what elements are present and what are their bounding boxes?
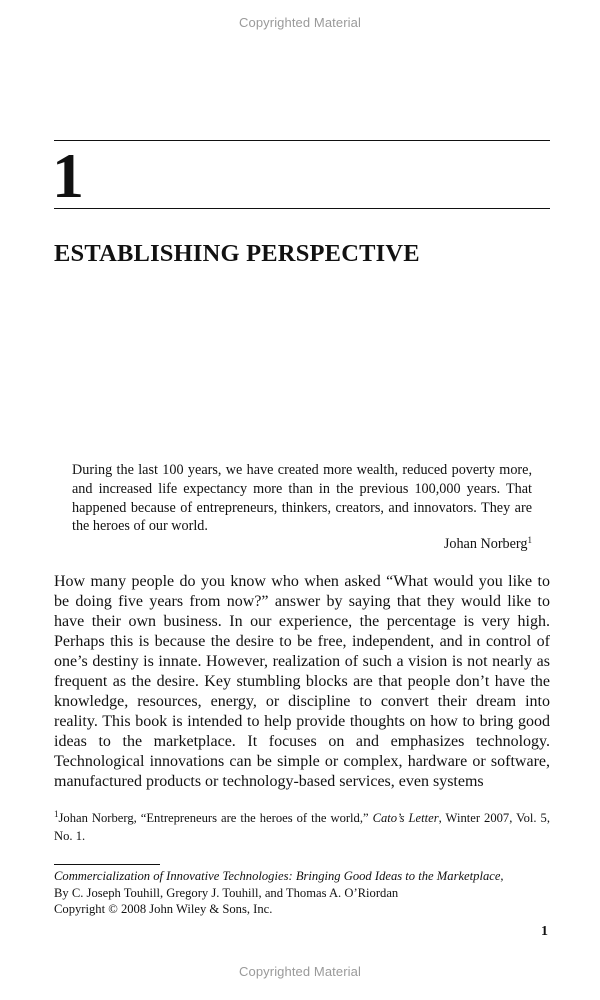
- body-text: [54, 572, 550, 792]
- book-authors: By C. Joseph Touhill, Gregory J. Touhill, and Thomas A. O’Riordan: [54, 885, 399, 900]
- footnote-reference: 1: [527, 535, 532, 545]
- chapter-title: ESTABLISHING PERSPECTIVE: [54, 240, 420, 267]
- epigraph-attribution: [72, 535, 532, 554]
- body-paragraph: How many people do you know who when asked “What would you like to be doing five years from now?” answer by saying that they would like to have their own business. In our experience, the percentage is very high. Perhaps this is because the desire to be free, independent, and in control of one’s destiny is innate. However, realization of such a vision is not nearly as frequent as the desire. Key stumbling blocks are that people don’t have the knowledge, resources, energy, or discipline to convert their dream into reality. This book is intended to help provide thoughts on how to bring good ideas to the marketplace. It focuses on and emphasizes technology. Technological innovations can be simple or complex, hardware or software, manufactured products or technology-based services, even systems: [54, 573, 550, 790]
- book-title: Commercialization of Innovative Technologies: Bringing Good Ideas to the Marketplace,: [54, 869, 504, 883]
- credits-rule: [54, 864, 160, 865]
- epigraph-author: Johan Norberg: [443, 536, 528, 552]
- footnote-source: Cato’s Letter: [372, 811, 439, 825]
- copyright-watermark-top: Copyrighted Material: [239, 15, 361, 30]
- chapter-rule-bottom: [54, 208, 550, 209]
- page-number: 1: [541, 924, 548, 939]
- copyright-watermark-bottom: Copyrighted Material: [239, 964, 361, 979]
- copyright-line: Copyright © 2008 John Wiley & Sons, Inc.: [54, 902, 273, 916]
- book-credits: [54, 868, 550, 918]
- footnote-text-before: Johan Norberg, “Entrepreneurs are the heroes of the world,”: [58, 811, 373, 825]
- epigraph: [72, 461, 532, 536]
- chapter-number: 1: [52, 140, 84, 211]
- footnote-mark: 1: [54, 809, 59, 819]
- epigraph-text: During the last 100 years, we have created more wealth, reduced poverty more, and increased life expectancy more than in the previous 100,000 years. That happened because of entrepreneurs, thinkers, creators, and innovators. They are the heroes of our world.: [72, 462, 532, 535]
- footnote: [54, 810, 550, 845]
- chapter-rule-top: [54, 140, 550, 141]
- footnote-text-after: , Winter 2007, Vol. 5, No. 1.: [54, 811, 550, 843]
